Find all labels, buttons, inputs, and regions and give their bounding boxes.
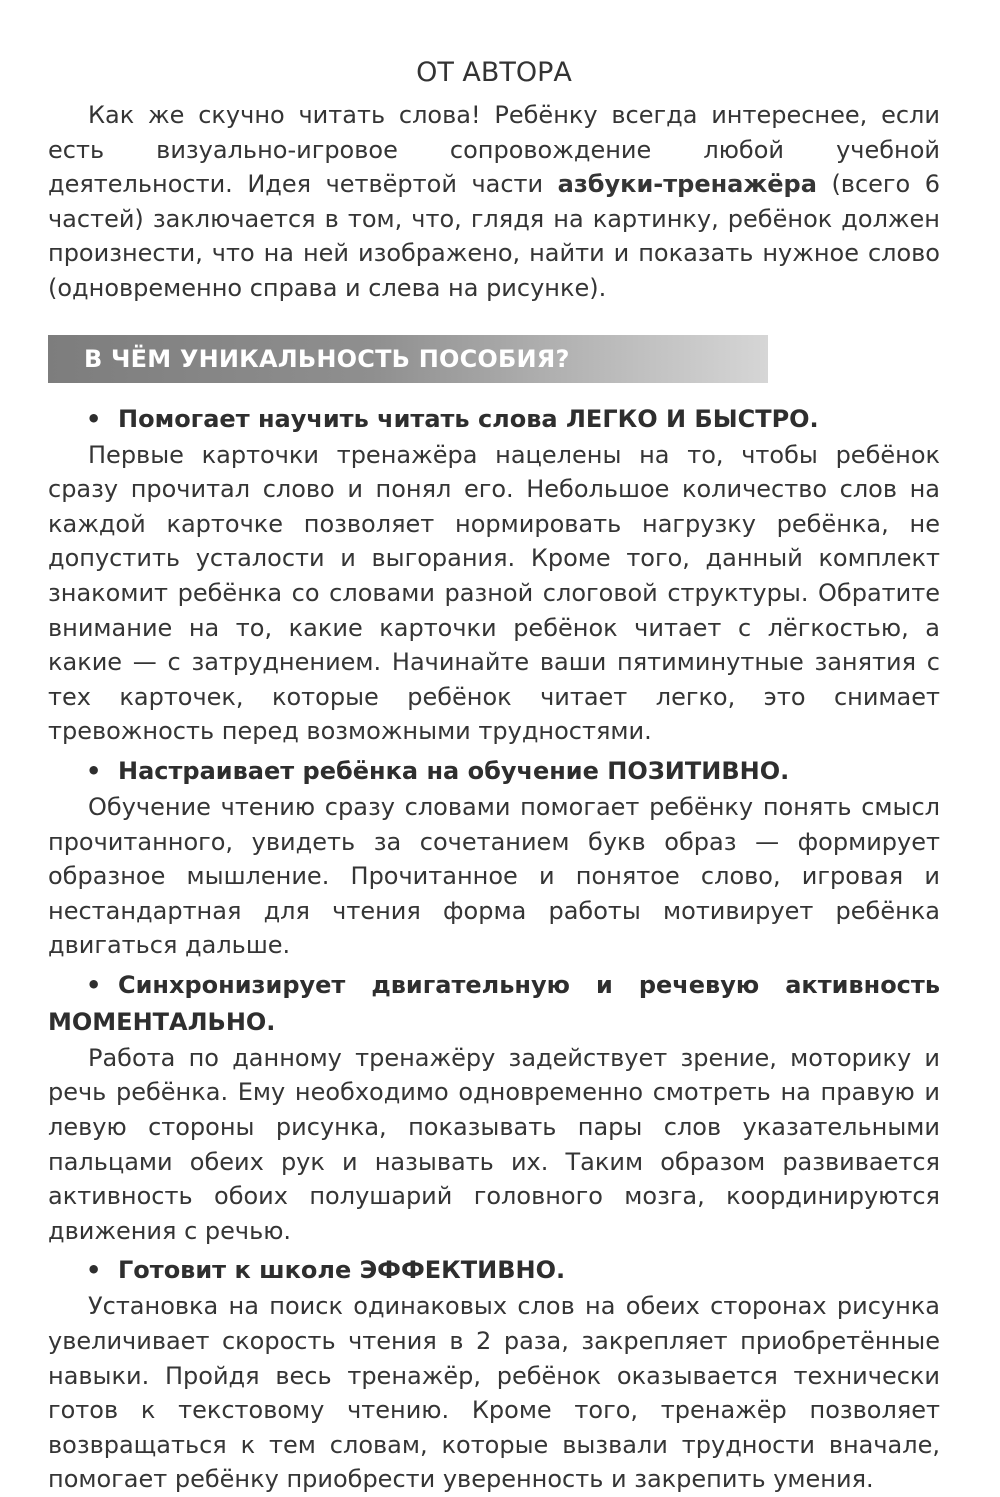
intro-bold-term: азбуки-тренажёра: [557, 170, 817, 199]
bullet-heading-1: [48, 401, 940, 438]
bullet-icon: •: [86, 1256, 102, 1285]
bullet-icon: •: [86, 756, 102, 785]
section-banner: В ЧЁМ УНИКАЛЬНОСТЬ ПОСОБИЯ?: [48, 335, 768, 383]
bullet-heading-4: [48, 1252, 940, 1289]
section-paragraph-3: Работа по данному тренажёру задействует зрение, моторику и речь ребёнка. Ему необходимо одновременно смотреть на правую и левую стороны рисунка, показывать пары слов указательными пальцами обеих рук и называть их. Таким образом развивается активность обоих полушарий головного мозга, координируются движения с речью.: [48, 1043, 940, 1245]
intro-text-start: Как же скучно читать слова! Ребёнку всегда интереснее, если есть визуально-игровое сопровождение любой учебной деятельности. Идея четвёртой части: [48, 101, 940, 199]
page: [48, 50, 940, 1497]
section-paragraph-4: Установка на поиск одинаковых слов на обеих сторонах рисунка увеличивает скорость чтения в 2 раза, закрепляет приобретённые навыки. Пройдя весь тренажёр, ребёнок оказывается технически готов к текстовому чтению. Кроме того, тренажёр позволяет возвращаться к тем словам, которые вызвали трудности вначале, помогает ребёнку приобрести уверенность и закрепить умения.: [48, 1292, 940, 1494]
bullet-heading-3: [48, 967, 940, 1041]
bullet-heading-text: Готовит к школе ЭФФЕКТИВНО.: [118, 1256, 566, 1285]
bullet-icon: •: [86, 404, 102, 433]
bullet-icon: •: [86, 970, 102, 999]
bullet-heading-text: Настраивает ребёнка на обучение ПОЗИТИВНО.: [118, 756, 790, 785]
bullet-heading-text: Помогает научить читать слова ЛЕГКО И БЫСТРО.: [118, 404, 819, 433]
page-title: ОТ АВТОРА: [416, 57, 572, 88]
intro-text-end: (всего 6 частей) заключается в том, что, глядя на картинку, ребёнок должен произнести, что на ней изображено, найти и показать нужное слово (одновременно справа и слева на рисунке).: [48, 170, 940, 302]
section-paragraph-1: Первые карточки тренажёра нацелены на то, чтобы ребёнок сразу прочитал слово и понял его. Небольшое количество слов на каждой карточке позволяет нормировать нагрузку ребёнка, не допустить усталости и выгорания. Кроме того, данный комплект знакомит ребёнка со словами разной слоговой структуры. Обратите внимание на то, какие карточки ребёнок читает с лёгкостью, а какие — с затруднением. Начинайте ваши пятиминутные занятия с тех карточек, которые ребёнок читает легко, это снимает тревожность перед возможными трудностями.: [48, 440, 940, 746]
section-paragraph-2: Обучение чтению сразу словами помогает ребёнку понять смысл прочитанного, увидеть за сочетанием букв образ — формирует образное мышление. Прочитанное и понятое слово, игровая и нестандартная для чтения форма работы мотивирует ребёнка двигаться дальше.: [48, 792, 940, 960]
bullet-heading-text: Синхронизирует двигательную и речевую активность МОМЕНТАЛЬНО.: [48, 970, 940, 1036]
bullet-heading-2: [48, 753, 940, 790]
intro-paragraph: [48, 98, 940, 306]
